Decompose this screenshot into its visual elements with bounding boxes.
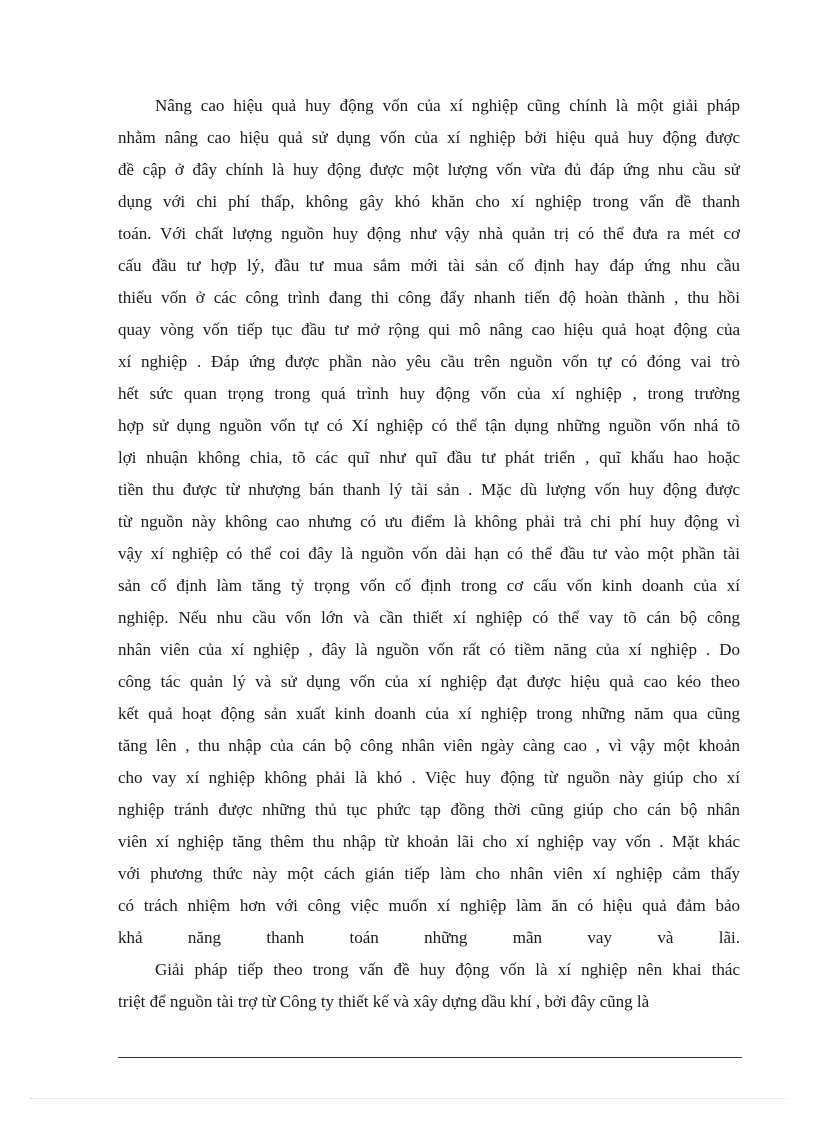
text-line: tiền thu được từ nhượng bán thanh lý tài sản . Mặc dù lượng vốn huy động được — [118, 480, 740, 499]
text-line: nhân viên của xí nghiệp , đây là nguồn vốn rất có tiềm năng của xí nghiệp . Do — [118, 640, 740, 659]
text-line: Nâng cao hiệu quả huy động vốn của xí nghiệp cũng chính là một giải pháp — [155, 96, 740, 115]
text-line: viên xí nghiệp tăng thêm thu nhập từ khoản lãi cho xí nghiệp vay vốn . Mặt khác — [118, 832, 740, 851]
footer-rule — [118, 1057, 742, 1058]
page-bottom-divider — [30, 1098, 786, 1099]
text-line: có trách nhiệm hơn với công việc muốn xí nghiệp làm ăn có hiệu quả đảm bảo — [118, 896, 740, 915]
text-line: đề cập ở đây chính là huy động được một lượng vốn vừa đủ đáp ứng nhu cầu sử — [118, 160, 740, 179]
text-line: Giải pháp tiếp theo trong vấn đề huy động vốn là xí nghiệp nên khai thác — [155, 960, 740, 979]
text-line: kết quả hoạt động sản xuất kinh doanh của xí nghiệp trong những năm qua cũng — [118, 704, 740, 723]
text-line: quay vòng vốn tiếp tục đầu tư mở rộng qui mô nâng cao hiệu quả hoạt động của — [118, 320, 740, 339]
body-text — [118, 90, 740, 1018]
text-line: cấu đầu tư hợp lý, đầu tư mua sắm mới tài sản cố định hay đáp ứng nhu cầu — [118, 256, 740, 275]
text-line: từ nguồn này không cao nhưng có ưu điểm là không phải trả chi phí huy động vì — [118, 512, 740, 531]
text-line: hợp sử dụng nguồn vốn tự có Xí nghiệp có thể tận dụng những nguồn vốn nhá tõ — [118, 416, 740, 435]
text-line: với phương thức này một cách gián tiếp làm cho nhân viên xí nghiệp cảm thấy — [118, 864, 740, 883]
text-line: thiếu vốn ở các công trình đang thi công đẩy nhanh tiến độ hoàn thành , thu hồi — [118, 288, 740, 307]
text-line: sản cố định làm tăng tỷ trọng vốn cố định trong cơ cấu vốn kinh doanh của xí — [118, 576, 740, 595]
text-line: nghiệp tránh được những thủ tục phức tạp đồng thời cũng giúp cho cán bộ nhân — [118, 800, 740, 819]
text-line: lợi nhuận không chia, tõ các quĩ như quĩ đầu tư phát triển , quĩ khấu hao hoặc — [118, 448, 740, 467]
text-line: khả năng thanh toán những mãn vay và lãi. — [118, 928, 740, 947]
text-line: công tác quản lý và sử dụng vốn của xí nghiệp đạt được hiệu quả cao kéo theo — [118, 672, 740, 691]
text-line: xí nghiệp . Đáp ứng được phần nào yêu cầu trên nguồn vốn tự có đóng vai trò — [118, 352, 740, 371]
text-line: hết sức quan trọng trong quá trình huy động vốn của xí nghiệp , trong trường — [118, 384, 740, 403]
text-line: tăng lên , thu nhập của cán bộ công nhân viên ngày càng cao , vì vậy một khoản — [118, 736, 740, 755]
text-line: nghiệp. Nếu nhu cầu vốn lớn và cần thiết xí nghiệp có thể vay tõ cán bộ công — [118, 608, 740, 627]
text-line: cho vay xí nghiệp không phải là khó . Việc huy động từ nguồn này giúp cho xí — [118, 768, 740, 787]
text-line: vậy xí nghiệp có thể coi đây là nguồn vốn dài hạn có thể đầu tư vào một phần tài — [118, 544, 740, 563]
text-line: dụng với chi phí thấp, không gây khó khăn cho xí nghiệp trong vấn đề thanh — [118, 192, 740, 211]
text-line: triệt để nguồn tài trợ từ Công ty thiết kế và xây dựng dầu khí , bởi đây cũng là — [118, 992, 650, 1011]
text-line: nhằm nâng cao hiệu quả sử dụng vốn của xí nghiệp bởi hiệu quả huy động được — [118, 128, 740, 147]
text-line: toán. Với chất lượng nguồn huy động như vậy nhà quản trị có thể đưa ra mét cơ — [118, 224, 740, 243]
